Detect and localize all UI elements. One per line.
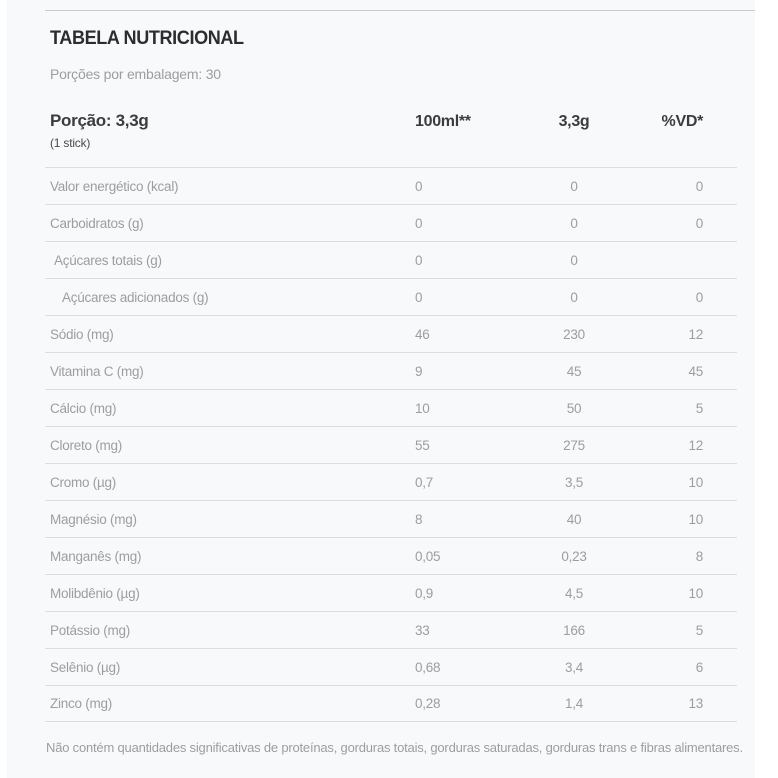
value-per-100ml: 55: [415, 437, 430, 453]
table-row: [45, 685, 737, 722]
table-row: [45, 426, 737, 463]
value-per-100ml: 9: [415, 363, 423, 379]
nutrient-label: Potássio (mg): [50, 622, 131, 638]
value-per-100ml: 0,9: [415, 585, 434, 601]
value-per-portion: 40: [566, 511, 582, 527]
value-per-portion: 0,23: [561, 548, 587, 564]
footnote: Não contém quantidades significativas de proteínas, gorduras totais, gorduras saturadas, gorduras trans e fibras alimentares.: [46, 740, 743, 755]
value-per-portion: 4,5: [564, 585, 584, 601]
value-per-portion: 166: [563, 622, 585, 638]
table-row: [45, 500, 737, 537]
portion-sub-label: (1 stick): [50, 136, 91, 150]
value-per-100ml: 0: [415, 252, 423, 268]
portion-label: Porção: 3,3g: [50, 111, 149, 130]
servings-per-package: Porções por embalagem: 30: [50, 66, 221, 82]
value-per-portion: 230: [563, 326, 585, 342]
portion-header-cell: [45, 111, 415, 150]
table-row: [45, 537, 737, 574]
nutrient-label: Vitamina C (mg): [50, 363, 144, 379]
table-row: [45, 611, 737, 648]
table-row: [45, 204, 737, 241]
value-daily-percent: 10: [688, 585, 703, 601]
value-daily-percent: 10: [688, 474, 703, 490]
value-per-100ml: 10: [415, 400, 430, 416]
nutrition-table-body: [45, 167, 737, 722]
column-header-portion: 3,3g: [558, 113, 590, 130]
top-divider: [45, 10, 755, 11]
table-row: [45, 574, 737, 611]
nutrient-label: Açúcares adicionados (g): [62, 289, 209, 305]
column-header-100ml: 100ml**: [415, 113, 471, 130]
nutrient-label: Carboidratos (g): [50, 215, 144, 231]
value-daily-percent: 5: [695, 622, 703, 638]
nutrient-label: Açúcares totais (g): [54, 252, 162, 268]
value-per-portion: 0: [570, 178, 578, 194]
page-left-margin: [0, 0, 7, 778]
table-row: [45, 241, 737, 278]
table-row: [45, 648, 737, 685]
value-per-portion: 45: [566, 363, 582, 379]
table-row: [45, 315, 737, 352]
value-per-100ml: 46: [415, 326, 430, 342]
value-per-100ml: 0: [415, 215, 423, 231]
value-per-100ml: 8: [415, 511, 423, 527]
value-per-100ml: 33: [415, 622, 430, 638]
value-per-portion: 275: [563, 437, 585, 453]
value-per-portion: 1,4: [564, 696, 584, 711]
nutrient-label: Cloreto (mg): [50, 437, 123, 453]
value-daily-percent: 13: [688, 696, 703, 711]
value-daily-percent: 6: [695, 659, 703, 675]
value-per-portion: 0: [570, 289, 578, 305]
nutrient-label: Valor energético (kcal): [50, 178, 179, 194]
value-daily-percent: 0: [695, 178, 703, 194]
value-daily-percent: 0: [695, 215, 703, 231]
nutrition-table: [45, 100, 737, 722]
value-daily-percent: 8: [695, 548, 703, 564]
table-row: [45, 352, 737, 389]
table-row: [45, 278, 737, 315]
page-title: TABELA NUTRICIONAL: [50, 28, 244, 49]
value-per-portion: 0: [570, 252, 578, 268]
value-per-100ml: 0: [415, 178, 423, 194]
column-header-vd: %VD*: [661, 113, 703, 130]
nutrient-label: Magnésio (mg): [50, 511, 137, 527]
value-daily-percent: 45: [688, 363, 703, 379]
value-per-100ml: 0,05: [415, 548, 441, 564]
value-per-portion: 50: [566, 400, 582, 416]
value-daily-percent: 12: [688, 326, 703, 342]
nutrient-label: Selênio (µg): [50, 659, 121, 675]
value-per-portion: 3,4: [564, 659, 584, 675]
page-right-margin: [755, 0, 778, 778]
table-row: [45, 463, 737, 500]
value-per-100ml: 0: [415, 289, 423, 305]
nutrient-label: Cálcio (mg): [50, 400, 117, 416]
value-per-100ml: 0,28: [415, 696, 441, 711]
nutrient-label: Molibdênio (µg): [50, 585, 140, 601]
value-daily-percent: 10: [688, 511, 703, 527]
value-per-100ml: 0,68: [415, 659, 441, 675]
value-daily-percent: 12: [688, 437, 703, 453]
value-daily-percent: 0: [695, 289, 703, 305]
nutrient-label: Zinco (mg): [50, 696, 113, 711]
table-row: [45, 389, 737, 426]
value-daily-percent: 5: [695, 400, 703, 416]
nutrient-label: Sódio (mg): [50, 326, 114, 342]
nutrient-label: Cromo (µg): [50, 474, 117, 490]
value-per-100ml: 0,7: [415, 474, 434, 490]
nutrient-label: Manganês (mg): [50, 548, 142, 564]
value-per-portion: 0: [570, 215, 578, 231]
table-row: [45, 167, 737, 204]
nutrition-table-header: [45, 100, 737, 167]
value-per-portion: 3,5: [564, 474, 584, 490]
